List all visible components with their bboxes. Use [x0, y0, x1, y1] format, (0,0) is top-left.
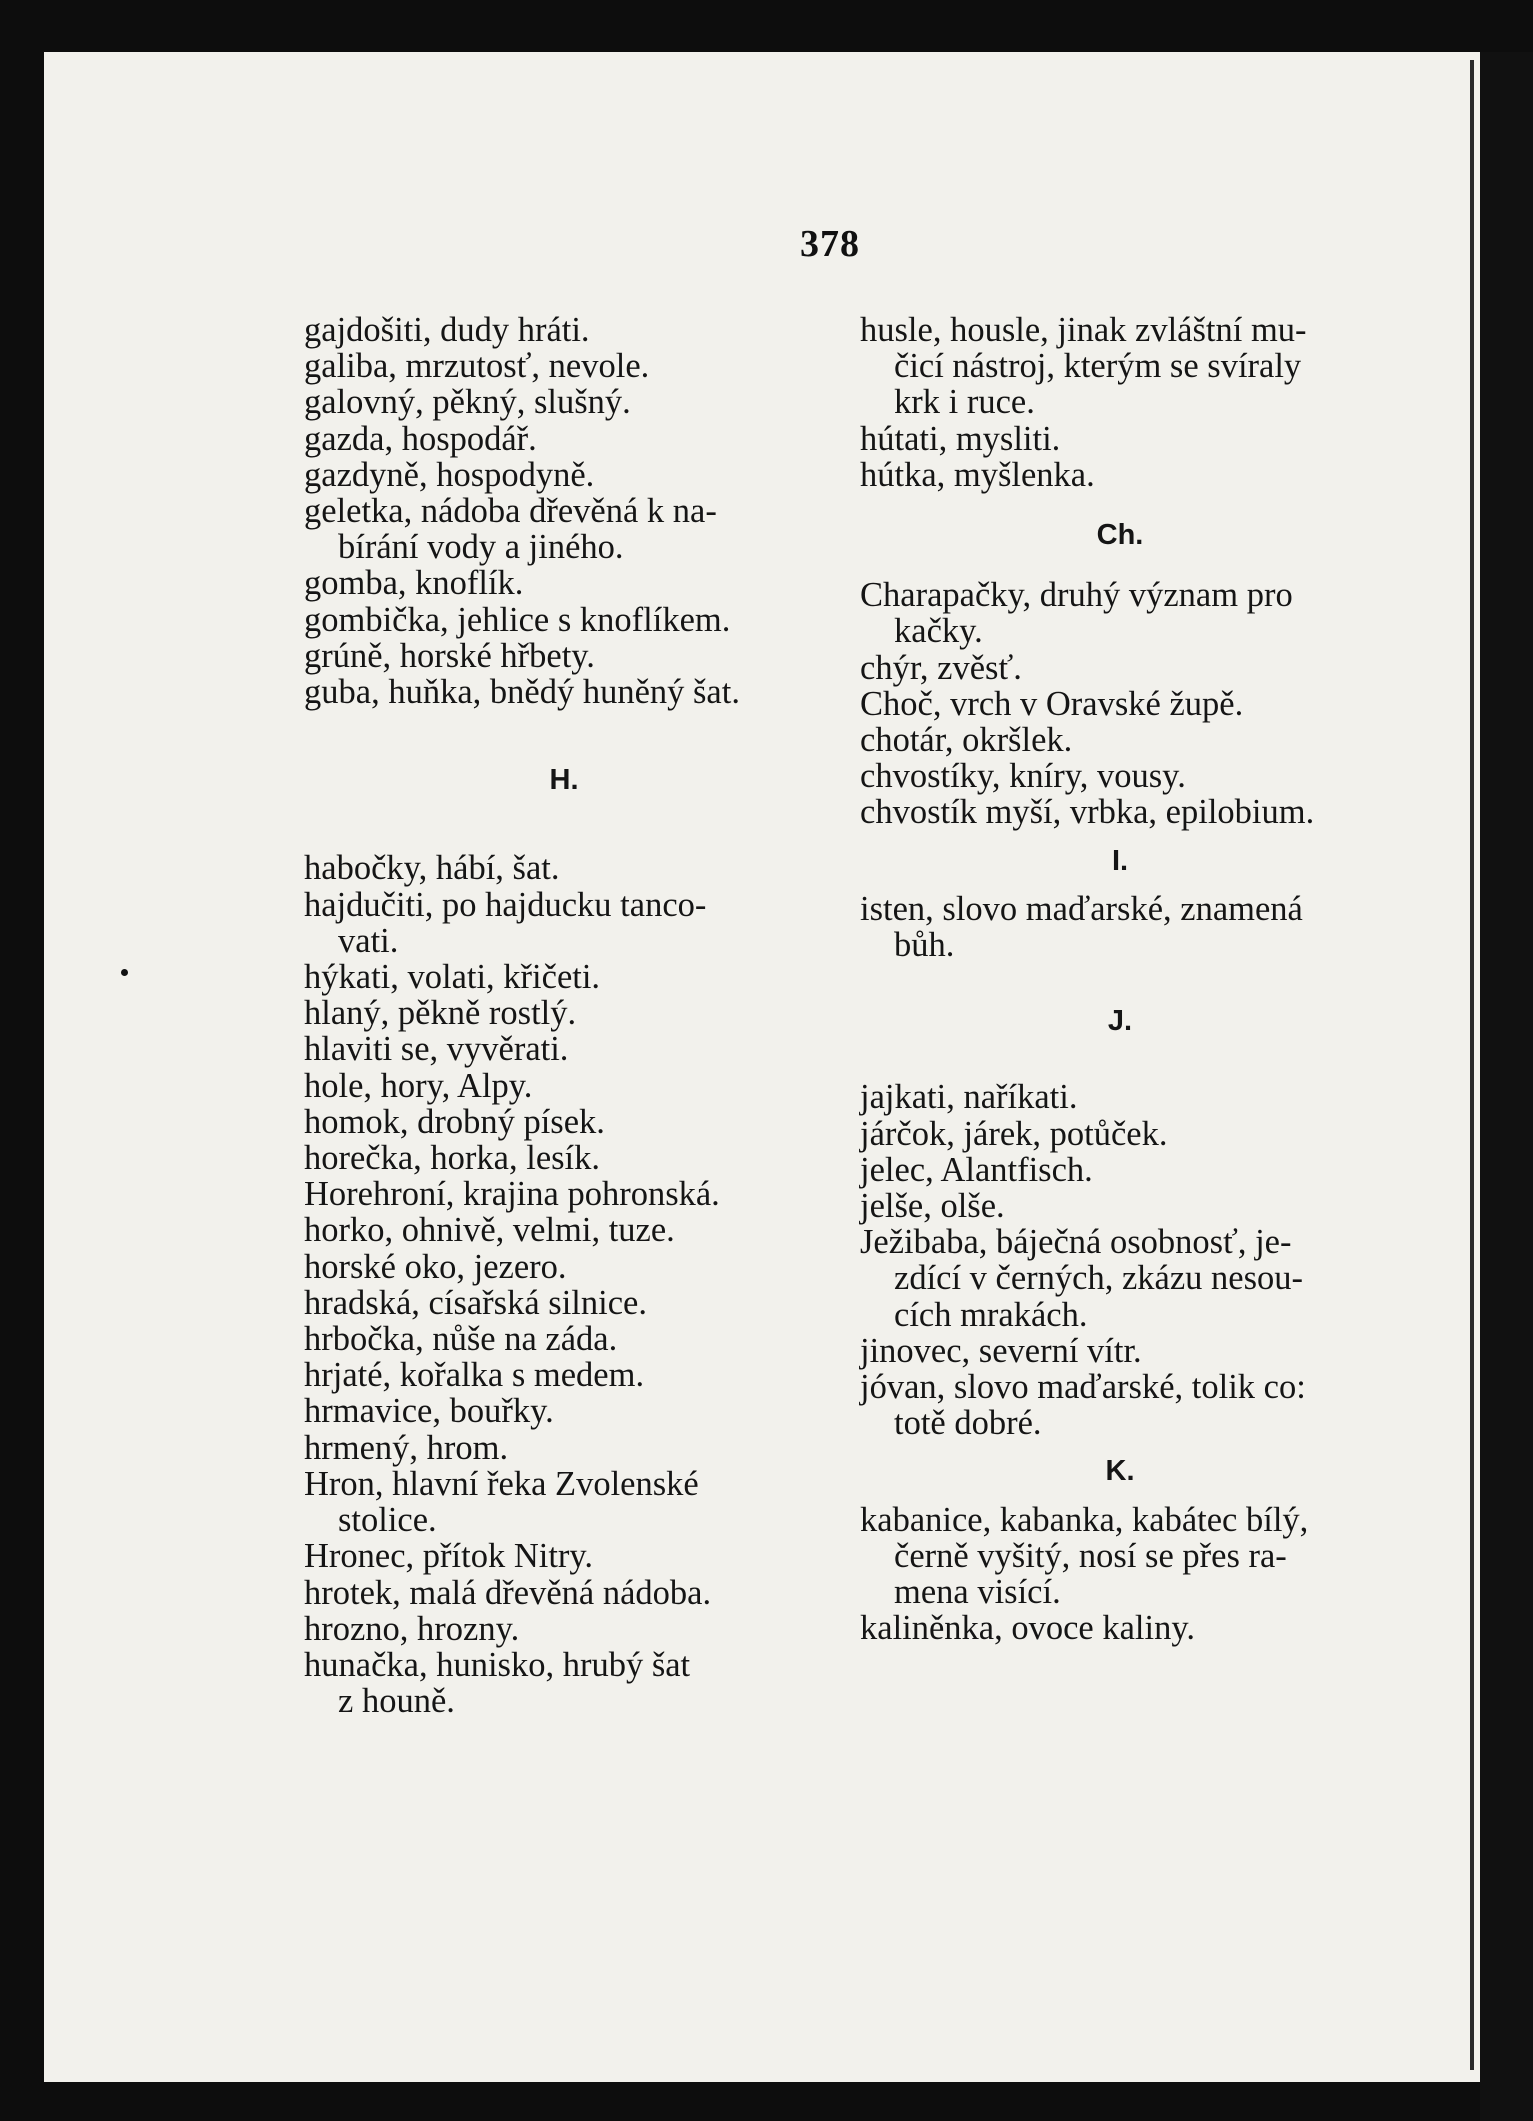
section-spacer — [304, 710, 824, 762]
glossary-entry — [860, 1116, 1380, 1152]
glossary-entry — [860, 794, 1380, 830]
entry-text: chýr, zvěsť. — [860, 648, 1022, 687]
entry-text: horečka, horka, lesík. — [304, 1139, 601, 1178]
glossary-entry — [860, 722, 1380, 758]
entry-text: Hronec, přítok Nitry. — [304, 1537, 594, 1576]
glossary-entry — [860, 457, 1380, 493]
glossary-entry — [304, 312, 824, 348]
section-spacer — [860, 553, 1380, 577]
entry-text: hýkati, volati, křičeti. — [304, 958, 601, 997]
glossary-entry — [860, 1610, 1380, 1646]
glossary-entry — [304, 421, 824, 457]
glossary-entry — [304, 602, 824, 638]
entry-continuation: kačky. — [894, 612, 983, 651]
glossary-entry — [860, 686, 1380, 722]
glossary-entry — [304, 1357, 824, 1393]
entry-text: chotár, okršlek. — [860, 721, 1073, 760]
glossary-entry — [304, 1647, 824, 1719]
glossary-column-right — [860, 312, 1380, 1647]
entry-continuation: vati. — [338, 921, 399, 960]
glossary-entry — [860, 421, 1380, 457]
entry-text: horské oko, jezero. — [304, 1247, 567, 1286]
entry-text: horko, ohnivě, velmi, tuze. — [304, 1211, 675, 1250]
scan-border — [1480, 52, 1533, 2121]
glossary-entry — [860, 1188, 1380, 1224]
glossary-entry — [860, 1152, 1380, 1188]
glossary-entry — [860, 1502, 1380, 1611]
entry-text: Hron, hlavní řeka Zvolenské — [304, 1464, 699, 1503]
entry-text: guba, huňka, bnědý huněný šat. — [304, 673, 740, 712]
entry-text: jelše, olše. — [860, 1187, 1005, 1226]
section-spacer — [304, 798, 824, 850]
entry-continuation: cích mrakách. — [894, 1295, 1088, 1334]
entry-text: hútati, mysliti. — [860, 419, 1061, 458]
glossary-entry — [304, 348, 824, 384]
glossary-entry — [304, 457, 824, 493]
entry-text: chvostíky, kníry, vousy. — [860, 757, 1186, 796]
entry-text: habočky, hábí, šat. — [304, 849, 560, 888]
glossary-entry — [304, 1249, 824, 1285]
entry-continuation: mena visící. — [894, 1573, 1061, 1612]
glossary-column-left — [304, 312, 824, 1719]
entry-text: husle, housle, jinak zvláštní mu- — [860, 311, 1307, 349]
entry-text: hlaviti se, vyvěrati. — [304, 1030, 569, 1069]
glossary-entry — [304, 1575, 824, 1611]
glossary-entry — [304, 995, 824, 1031]
glossary-entry — [304, 887, 824, 959]
entry-text: hunačka, hunisko, hrubý šat — [304, 1645, 691, 1684]
section-letter-heading: H. — [549, 764, 579, 797]
entry-text: homok, drobný písek. — [304, 1102, 605, 1141]
entry-continuation: čicí nástroj, kterým se svíraly — [894, 347, 1302, 386]
glossary-entry — [304, 384, 824, 420]
section-spacer — [860, 963, 1380, 1003]
glossary-entry — [304, 565, 824, 601]
glossary-entry — [304, 1104, 824, 1140]
entry-text: gomba, knoflík. — [304, 564, 524, 603]
entry-text: hradská, císařská silnice. — [304, 1283, 647, 1322]
entry-text: Horehroní, krajina pohronská. — [304, 1175, 720, 1214]
entry-text: gajdošiti, dudy hráti. — [304, 311, 590, 349]
entry-text: hrbočka, nůše na záda. — [304, 1320, 618, 1359]
glossary-entry — [860, 1369, 1380, 1441]
entry-text: Charapačky, druhý význam pro — [860, 576, 1293, 615]
entry-text: jajkati, naříkati. — [860, 1078, 1078, 1117]
glossary-entry — [304, 1140, 824, 1176]
margin-mark — [121, 969, 128, 976]
section-letter-heading: J. — [1107, 1005, 1133, 1038]
entry-text: gazda, hospodář. — [304, 419, 537, 458]
entry-text: kabanice, kabanka, kabátec bílý, — [860, 1500, 1309, 1539]
glossary-entry — [860, 312, 1380, 421]
entry-text: gombička, jehlice s knoflíkem. — [304, 600, 731, 639]
glossary-entry — [304, 850, 824, 886]
entry-text: galiba, mrzutosť, nevole. — [304, 347, 650, 386]
entry-text: hrotek, malá dřevěná nádoba. — [304, 1573, 712, 1612]
glossary-entry — [860, 1224, 1380, 1333]
glossary-entry — [304, 959, 824, 995]
entry-continuation: bůh. — [894, 926, 955, 965]
entry-text: Choč, vrch v Oravské župě. — [860, 684, 1244, 723]
section-spacer — [860, 493, 1380, 517]
glossary-entry — [304, 674, 824, 710]
glossary-entry — [304, 1285, 824, 1321]
glossary-entry — [860, 1079, 1380, 1115]
entry-continuation: černě vyšitý, nosí se přes ra- — [894, 1536, 1287, 1575]
glossary-entry — [860, 1333, 1380, 1369]
entry-continuation: z houně. — [338, 1682, 455, 1721]
entry-text: hrjaté, kořalka s medem. — [304, 1356, 645, 1395]
glossary-entry — [304, 1611, 824, 1647]
glossary-entry — [304, 1321, 824, 1357]
entry-continuation: bírání vody a jiného. — [338, 528, 624, 567]
glossary-entry — [304, 1176, 824, 1212]
entry-text: isten, slovo maďarské, znamená — [860, 889, 1303, 928]
entry-continuation: totě dobré. — [894, 1404, 1042, 1443]
entry-text: chvostík myší, vrbka, epilobium. — [860, 793, 1315, 832]
entry-text: jóvan, slovo maďarské, tolik co: — [860, 1368, 1306, 1407]
glossary-entry — [304, 1466, 824, 1538]
glossary-entry — [304, 1212, 824, 1248]
entry-text: hlaný, pěkně rostlý. — [304, 994, 577, 1033]
entry-text: grúně, horské hřbety. — [304, 636, 595, 675]
page-number: 378 — [800, 223, 860, 265]
glossary-entry — [304, 1393, 824, 1429]
glossary-entry — [304, 1031, 824, 1067]
entry-text: hrozno, hrozny. — [304, 1609, 520, 1648]
entry-text: hajdučiti, po hajducku tanco- — [304, 885, 707, 924]
glossary-entry — [304, 493, 824, 565]
entry-text: járčok, járek, potůček. — [860, 1114, 1168, 1153]
entry-text: hole, hory, Alpy. — [304, 1066, 533, 1105]
entry-text: hrmavice, bouřky. — [304, 1392, 554, 1431]
glossary-entry — [304, 1538, 824, 1574]
entry-text: hútka, myšlenka. — [860, 455, 1095, 494]
glossary-entry — [860, 650, 1380, 686]
section-letter-heading: K. — [1105, 1455, 1135, 1488]
glossary-entry — [304, 638, 824, 674]
entry-text: geletka, nádoba dřevěná k na- — [304, 492, 717, 531]
entry-text: kaliněnka, ovoce kaliny. — [860, 1609, 1195, 1648]
glossary-entry — [304, 1068, 824, 1104]
entry-text: jinovec, severní vítr. — [860, 1331, 1142, 1370]
glossary-entry — [860, 758, 1380, 794]
section-letter-heading: I. — [1111, 844, 1129, 877]
section-spacer — [860, 1039, 1380, 1079]
glossary-entry — [860, 577, 1380, 649]
section-spacer — [860, 831, 1380, 843]
section-spacer — [860, 1441, 1380, 1453]
section-letter-heading: Ch. — [1096, 519, 1144, 552]
entry-text: jelec, Alantfisch. — [860, 1150, 1093, 1189]
entry-continuation: stolice. — [338, 1501, 437, 1540]
glossary-entry — [304, 1430, 824, 1466]
entry-text: galovný, pěkný, slušný. — [304, 383, 631, 422]
entry-continuation: krk i ruce. — [894, 383, 1035, 422]
entry-continuation: zdící v černých, zkázu nesou- — [894, 1259, 1304, 1298]
page-binding-shadow — [1470, 60, 1474, 2070]
entry-text: hrmený, hrom. — [304, 1428, 509, 1467]
entry-text: gazdyně, hospodyně. — [304, 455, 595, 494]
glossary-entry — [860, 891, 1380, 963]
entry-text: Ježibaba, báječná osobnosť, je- — [860, 1223, 1292, 1262]
